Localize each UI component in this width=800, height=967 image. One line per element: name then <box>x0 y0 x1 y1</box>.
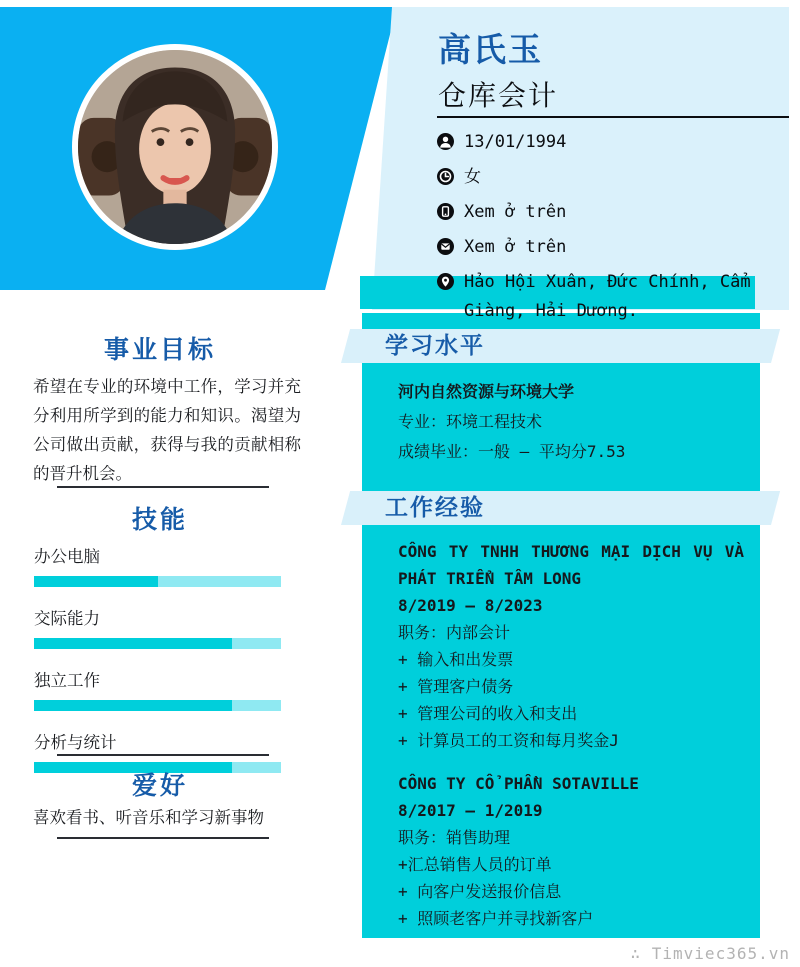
skill-label: 办公电脑 <box>34 547 100 566</box>
location-icon <box>437 273 454 290</box>
job-period: 8/2017 – 1/2019 <box>398 801 543 820</box>
skills-heading: 技能 <box>131 505 188 534</box>
experience-body <box>398 538 744 932</box>
skill-label: 分析与统计 <box>34 733 117 752</box>
user-icon <box>437 133 454 150</box>
education-heading: 学习水平 <box>385 333 485 359</box>
job-duty: + 输入和出发票 <box>398 650 514 669</box>
contact-gender: 女 <box>464 167 481 187</box>
skill-bar <box>34 576 281 587</box>
header-divider <box>437 116 789 118</box>
skill-label: 独立工作 <box>34 671 100 690</box>
job-company: CÔNG TY CỔ PHẦN SOTAVILLE <box>398 774 639 793</box>
education-grade: 成绩毕业：一般 – 平均分7.53 <box>398 442 626 461</box>
avatar <box>72 44 278 250</box>
candidate-name: 高氏玉 <box>438 30 543 69</box>
education-major: 专业：环境工程技术 <box>398 412 543 431</box>
objective-heading: 事业目标 <box>103 335 216 364</box>
left-divider <box>57 754 269 756</box>
job-role: 职务：销售助理 <box>398 828 511 847</box>
contact-row-phone <box>437 201 789 227</box>
education-school: 河内自然资源与环境大学 <box>398 382 575 401</box>
job-period: 8/2019 – 8/2023 <box>398 596 543 615</box>
hobbies-text: 喜欢看书、听音乐和学习新事物 <box>33 808 264 827</box>
skill-item <box>34 667 281 711</box>
skill-label: 交际能力 <box>34 609 100 628</box>
job-duties <box>398 646 744 754</box>
job-entry <box>398 770 744 932</box>
left-divider <box>57 486 269 488</box>
contact-birthdate: 13/01/1994 <box>464 132 567 152</box>
skill-item <box>34 543 281 587</box>
hobbies-heading: 爱好 <box>131 771 188 800</box>
candidate-job-title: 仓库会计 <box>438 79 559 112</box>
contact-email: Xem ở trên <box>464 237 567 257</box>
contact-row-address <box>437 271 789 326</box>
contact-list <box>437 131 789 335</box>
experience-heading: 工作经验 <box>385 495 485 521</box>
skill-bar <box>34 700 281 711</box>
job-entry <box>398 538 744 754</box>
skill-item <box>34 605 281 649</box>
job-duty: + 管理公司的收入和支出 <box>398 704 578 723</box>
job-duty: + 计算员工的工资和每月奖金J <box>398 731 619 750</box>
skill-bar <box>34 638 281 649</box>
job-duty: + 照顾老客户并寻找新客户 <box>398 909 594 928</box>
contact-address: Hảo Hội Xuân, Đức Chính, Cẩm Giàng, Hải Dương. <box>464 272 751 321</box>
email-icon <box>437 238 454 255</box>
skill-bar-fill <box>34 576 158 587</box>
job-duty: + 向客户发送报价信息 <box>398 882 562 901</box>
job-duties <box>398 851 744 932</box>
skill-bar-fill <box>34 700 232 711</box>
experience-section-header <box>341 491 780 525</box>
skill-bar-fill <box>34 638 232 649</box>
clock-icon <box>437 168 454 185</box>
contact-row-gender <box>437 166 789 192</box>
phone-icon <box>437 203 454 220</box>
site-watermark: ∴ Timviec365.vn <box>630 944 790 963</box>
contact-phone: Xem ở trên <box>464 202 567 222</box>
education-body <box>398 377 738 467</box>
job-duty: +汇总销售人员的订单 <box>398 855 552 874</box>
job-role: 职务：内部会计 <box>398 623 511 642</box>
objective-text: 希望在专业的环境中工作，学习并充分利用所学到的能力和知识。渴望为公司做出贡献，获得与我的贡献相称的晋升机会。 <box>33 377 301 483</box>
contact-row-email <box>437 236 789 262</box>
job-company: CÔNG TY TNHH THƯƠNG MẠI DỊCH VỤ VÀ PHÁT TRIỂN TÂM LONG <box>398 542 744 588</box>
job-duty: + 管理客户债务 <box>398 677 514 696</box>
avatar-illustration <box>78 50 272 244</box>
contact-row-birthdate <box>437 131 789 157</box>
left-divider <box>57 837 269 839</box>
